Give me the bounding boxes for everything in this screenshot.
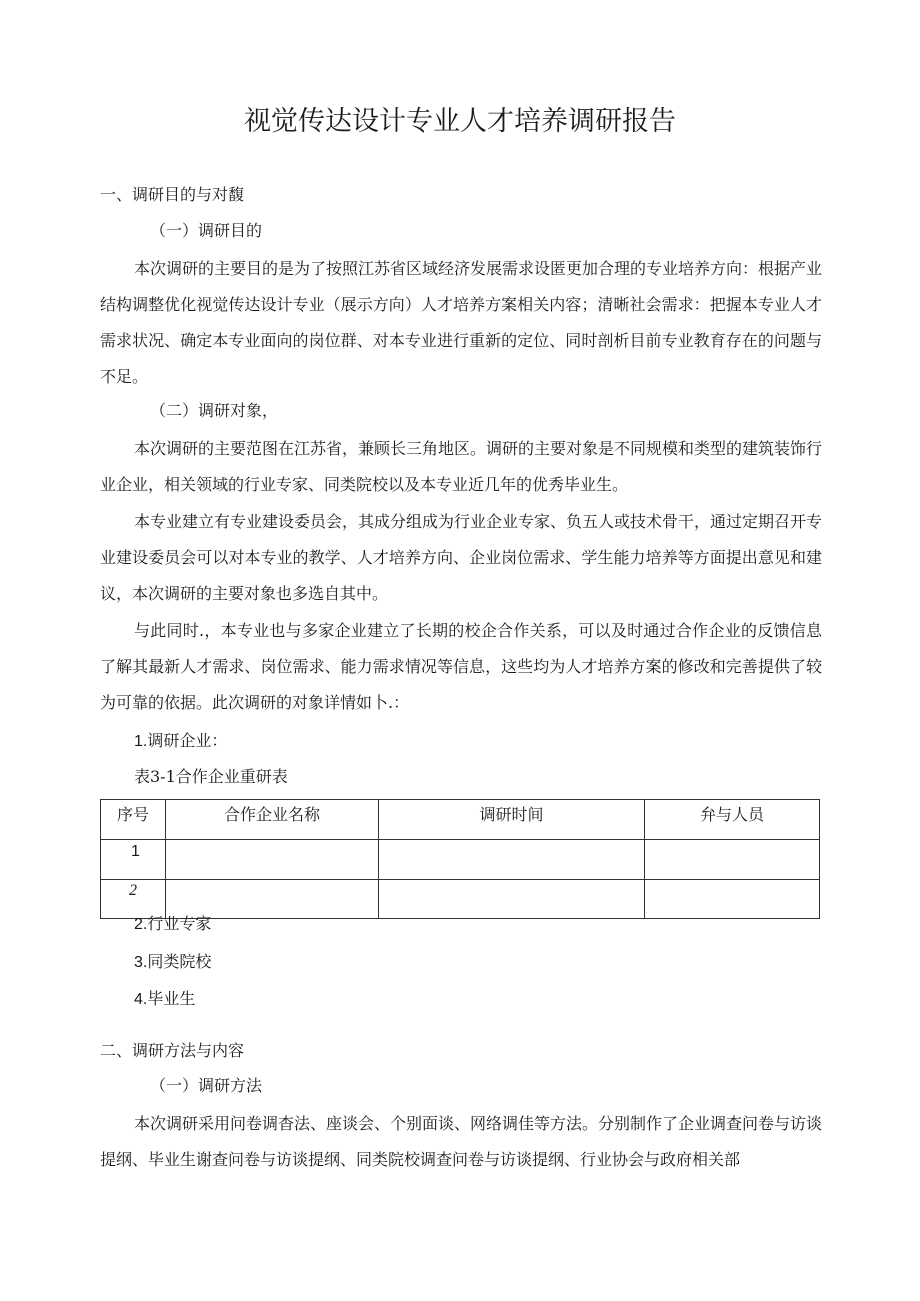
table-header-row — [101, 800, 820, 840]
section-heading-2: 二、调研方法与内容 — [100, 1041, 245, 1060]
table-cell — [166, 880, 379, 919]
table-cell-index: 1 — [101, 840, 166, 880]
table-cell-index: 2 — [101, 880, 166, 919]
paragraph-cooperation: 与此同时.，本专业也与多家企业建立了长期的校企合作关系，可以及时通过合作企业的反馈信息了解其最新人才需求、岗位需求、能力需求情况等信息，这些均为人才培养方案的修改和完善提供了较为可靠的依据。此次调研的对象详情如卜.： — [100, 621, 822, 712]
table-cell — [645, 880, 820, 919]
table-cell — [379, 840, 645, 880]
paragraph-purpose: 本次调研的主要目的是为了按照江苏省区域经济发展需求设匿更加合理的专业培养方向：根据产业结构调整优化视觉传达设计专业（展示方向）人才培养方案相关内容；清晰社会需求：把握本专业人才需求状况、确定本专业面向的岗位群、对本专业进行重新的定位、同时剖析目前专业教育存在的问题与不足。 — [100, 259, 823, 386]
table-header-cell: 合作企业名称 — [166, 800, 379, 840]
list-item-graduates: 4.毕业生 — [134, 991, 196, 1008]
paragraph-methods: 本次调研采用问卷调杳法、座谈会、个别面谈、网络调佳等方法。分别制作了企业调查问卷与访谈提纲、毕业生谢查问卷与访谈提纲、同类院校调查问卷与访谈提纲、行业协会与政府相关部 — [100, 1114, 823, 1169]
paragraph-scope: 本次调研的主要范图在江苏省，兼顾长三角地区。调研的主要对象是不同规模和类型的建筑装饰行业企业，相关领域的行业专家、同类院校以及本专业近几年的优秀毕业生。 — [100, 439, 823, 494]
section-heading-1: 一、调研目的与对馥 — [100, 185, 245, 204]
list-item-colleges: 3.同类院校 — [134, 954, 212, 971]
list-item-experts: 2.行业专家 — [134, 916, 212, 933]
subsection-heading-purpose: （一）调研目的 — [150, 221, 263, 240]
paragraph-committee: 本专业建立有专业建设委员会，其成分组成为行业企业专家、负五人或技术骨干，通过定期召开专业建设委员会可以对本专业的教学、人才培养方向、企业岗位需求、学生能力培养等方面提出意见和建议，本次调研的主要对象也多选自其中。 — [100, 512, 823, 603]
subsection-heading-methods: （一）调研方法 — [150, 1076, 263, 1095]
table-header-cell: 弁与人员 — [645, 800, 820, 840]
table-header-cell: 调研时间 — [379, 800, 645, 840]
table-row — [101, 880, 820, 919]
table-cell — [645, 840, 820, 880]
table-caption: 表3-1合作企业重研表 — [134, 767, 288, 786]
subsection-heading-targets: （二）调研对象， — [150, 401, 279, 420]
table-cell — [166, 840, 379, 880]
table-cell — [379, 880, 645, 919]
table-header-cell: 序号 — [101, 800, 166, 840]
enterprise-table — [100, 799, 820, 919]
document-title: 视觉传达设计专业人才培养调研报告 — [244, 106, 676, 137]
list-item-enterprises: 1.调研企业： — [134, 733, 228, 750]
table-row — [101, 840, 820, 880]
